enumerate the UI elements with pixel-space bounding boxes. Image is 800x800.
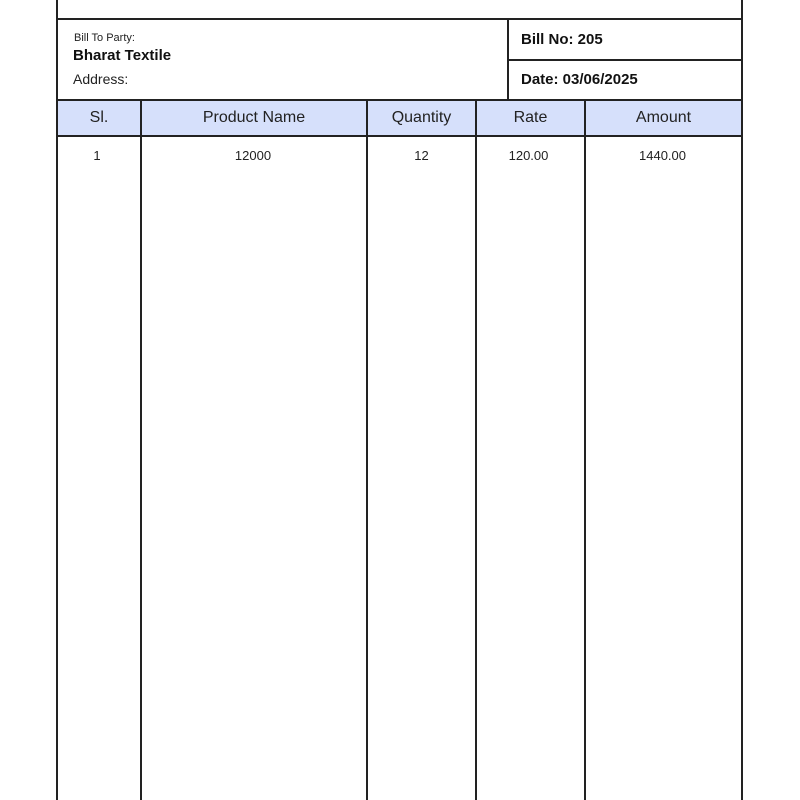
cell-amount: 1440.00 <box>639 147 686 163</box>
bill-info-divider <box>508 59 743 61</box>
bill-to-party-label: Bill To Party: <box>74 32 135 44</box>
party-bill-separator <box>507 18 509 100</box>
address-label: Address: <box>73 71 129 87</box>
cell-product-name: 12000 <box>234 147 272 163</box>
party-name: Bharat Textile <box>73 47 172 64</box>
column-separator-3 <box>475 99 477 800</box>
column-separator-4 <box>584 99 586 800</box>
bill-date: Date: 03/06/2025 <box>521 71 638 88</box>
right-border <box>741 0 743 800</box>
column-header-quantity: Quantity <box>391 109 452 126</box>
cell-rate: 120.00 <box>508 147 549 163</box>
column-header-amount: Amount <box>635 109 692 126</box>
column-separator-2 <box>366 99 368 800</box>
top-section-divider <box>56 18 743 20</box>
cell-sl: 1 <box>93 147 101 163</box>
column-separator-1 <box>140 99 142 800</box>
column-header-rate: Rate <box>513 109 548 126</box>
column-header-product-name: Product Name <box>202 109 306 126</box>
cell-quantity: 12 <box>414 147 429 163</box>
bill-number: Bill No: 205 <box>521 31 603 48</box>
column-header-sl: Sl. <box>89 109 109 126</box>
